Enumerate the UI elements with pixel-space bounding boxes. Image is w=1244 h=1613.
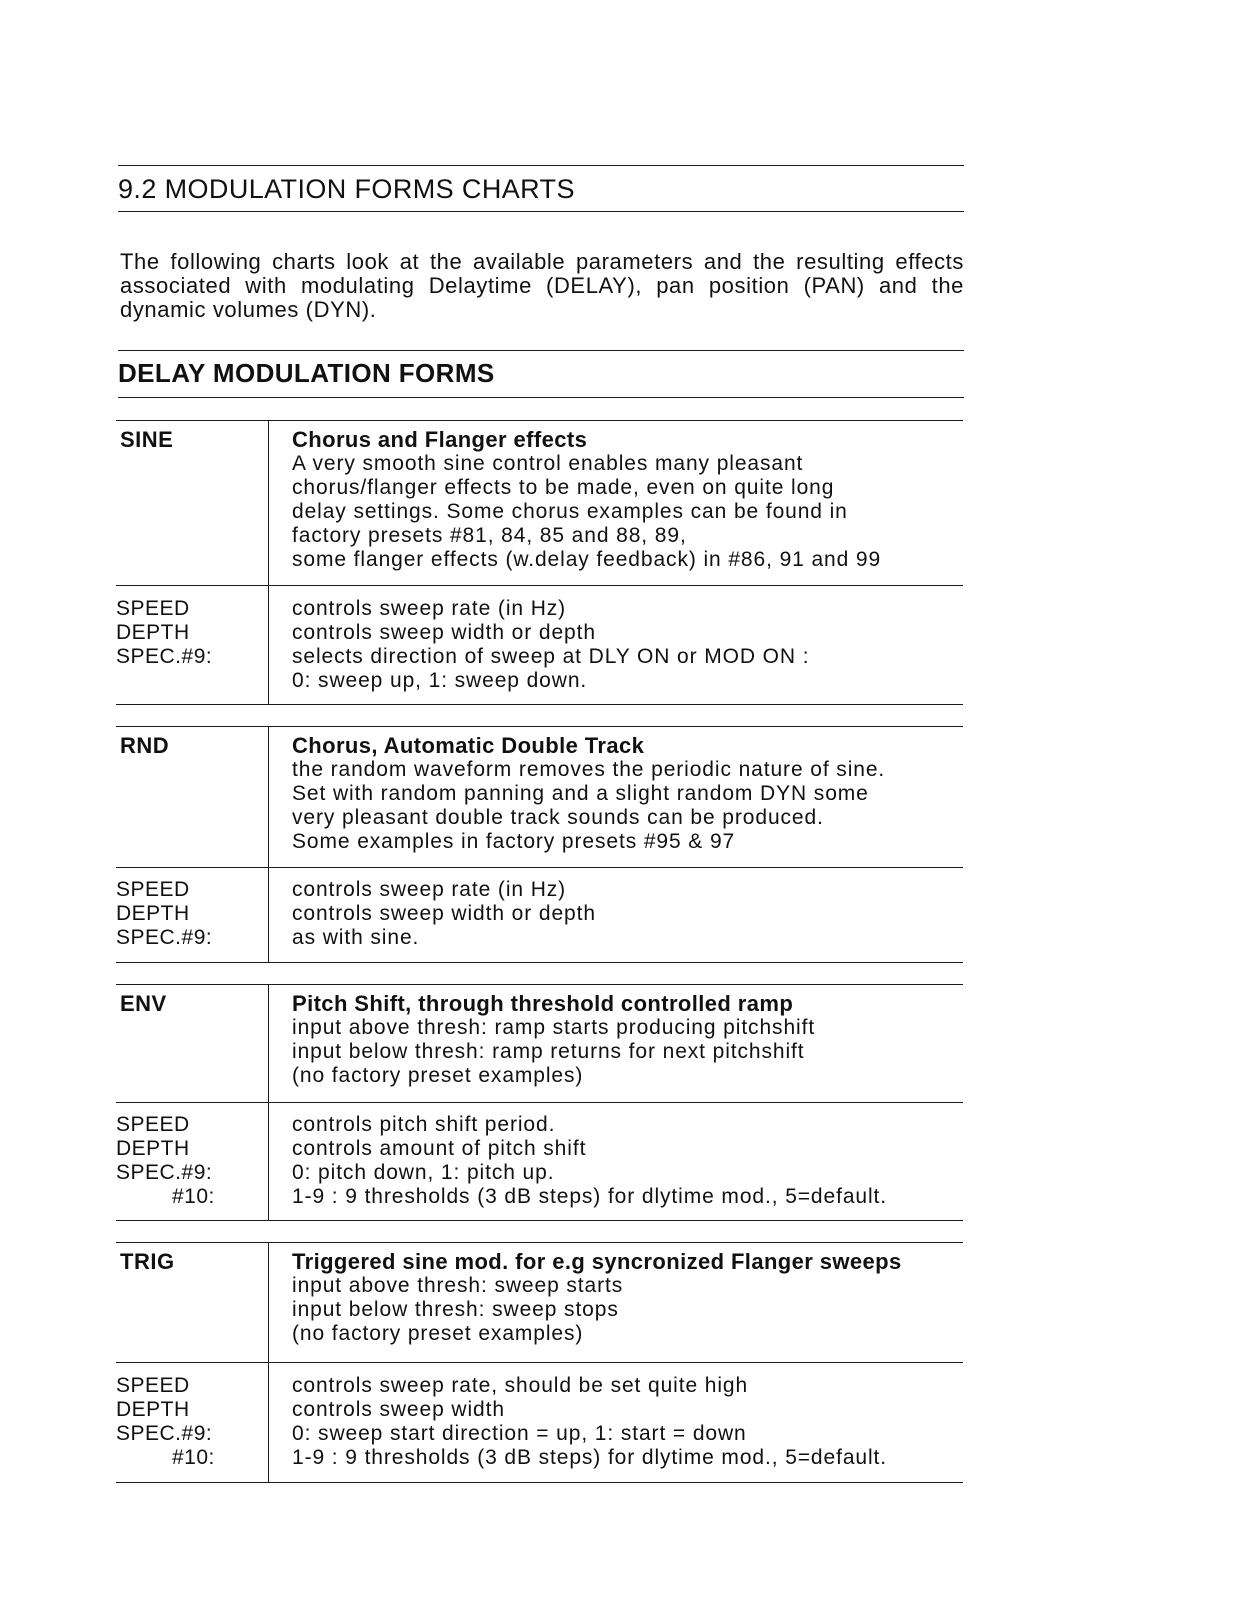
- param-name: #10:: [172, 1185, 215, 1208]
- param-line: as with sine.: [292, 926, 420, 949]
- form-line: Some examples in factory presets #95 & 97: [292, 830, 736, 853]
- param-line: 0: sweep up, 1: sweep down.: [292, 669, 588, 692]
- param-name: SPEED: [116, 597, 190, 620]
- param-name: SPEED: [116, 1113, 190, 1136]
- form-block-trig: [116, 1242, 963, 1484]
- form-line: (no factory preset examples): [292, 1322, 584, 1345]
- param-name: DEPTH: [116, 1398, 190, 1421]
- param-line: controls pitch shift period.: [292, 1113, 556, 1136]
- param-name: SPEC.#9:: [116, 645, 213, 668]
- section-bottom-rule: [118, 211, 964, 212]
- form-line: chorus/flanger effects to be made, even on quite long: [292, 476, 835, 499]
- form-line: input above thresh: ramp starts producing pitchshift: [292, 1016, 816, 1039]
- param-line: controls sweep width or depth: [292, 902, 596, 925]
- form-line: input below thresh: sweep stops: [292, 1298, 619, 1321]
- param-names: [116, 1113, 256, 1209]
- param-names: [116, 1374, 256, 1470]
- form-name: SINE: [120, 427, 174, 452]
- param-name: SPEC.#9:: [116, 1422, 213, 1445]
- subsection-top-rule: [118, 350, 964, 351]
- form-line: input below thresh: ramp returns for next pitchshift: [292, 1040, 805, 1063]
- form-line: delay settings. Some chorus examples can be found in: [292, 500, 848, 523]
- intro-paragraph: The following charts look at the available parameters and the resulting effects associated with modulating Delaytime (DELAY), pan position (PAN) and the dynamic volumes (DYN).: [120, 249, 964, 322]
- param-line: 0: pitch down, 1: pitch up.: [292, 1161, 555, 1184]
- param-line: controls sweep width: [292, 1398, 505, 1421]
- param-line: controls sweep width or depth: [292, 621, 596, 644]
- form-line: some flanger effects (w.delay feedback) in #86, 91 and 99: [292, 548, 882, 571]
- param-line: 1-9 : 9 thresholds (3 dB steps) for dlytime mod., 5=default.: [292, 1185, 888, 1208]
- form-title: Chorus and Flanger effects: [292, 427, 588, 452]
- param-name: SPEED: [116, 878, 190, 901]
- param-name: SPEC.#9:: [116, 1161, 213, 1184]
- param-descriptions: [292, 597, 992, 693]
- param-line: 0: sweep start direction = up, 1: start = down: [292, 1422, 747, 1445]
- param-name: SPEED: [116, 1374, 190, 1397]
- form-line: (no factory preset examples): [292, 1064, 584, 1087]
- subsection-bottom-rule: [118, 397, 964, 398]
- param-line: controls sweep rate (in Hz): [292, 878, 567, 901]
- param-line: controls sweep rate, should be set quite high: [292, 1374, 749, 1397]
- param-line: 1-9 : 9 thresholds (3 dB steps) for dlytime mod., 5=default.: [292, 1446, 888, 1469]
- form-block-rnd: [116, 726, 963, 964]
- param-name: #10:: [172, 1446, 215, 1469]
- form-name: RND: [120, 733, 170, 758]
- form-line: very pleasant double track sounds can be produced.: [292, 806, 824, 829]
- param-name: DEPTH: [116, 621, 190, 644]
- form-line: the random waveform removes the periodic nature of sine.: [292, 758, 886, 781]
- param-line: controls amount of pitch shift: [292, 1137, 587, 1160]
- param-line: controls sweep rate (in Hz): [292, 597, 567, 620]
- param-descriptions: [292, 1113, 992, 1209]
- form-block-env: [116, 984, 963, 1222]
- form-title: Triggered sine mod. for e.g syncronized Flanger sweeps: [292, 1249, 902, 1274]
- form-block-sine: [116, 420, 963, 706]
- param-names: [116, 878, 256, 950]
- form-line: input above thresh: sweep starts: [292, 1274, 624, 1297]
- form-description: [292, 992, 992, 1088]
- form-description: [292, 734, 992, 854]
- form-title: Pitch Shift, through threshold controlled ramp: [292, 991, 794, 1016]
- subsection-title: DELAY MODULATION FORMS: [118, 358, 495, 388]
- param-descriptions: [292, 878, 992, 950]
- param-name: SPEC.#9:: [116, 926, 213, 949]
- form-line: factory presets #81, 84, 85 and 88, 89,: [292, 524, 687, 547]
- param-descriptions: [292, 1374, 992, 1470]
- form-name: TRIG: [120, 1249, 175, 1274]
- param-line: selects direction of sweep at DLY ON or MOD ON :: [292, 645, 810, 668]
- form-description: [292, 1250, 992, 1346]
- section-title: 9.2 MODULATION FORMS CHARTS: [118, 174, 575, 204]
- form-description: [292, 428, 992, 572]
- form-name: ENV: [120, 991, 167, 1016]
- section-top-rule: [118, 165, 964, 166]
- form-line: A very smooth sine control enables many pleasant: [292, 452, 804, 475]
- param-name: DEPTH: [116, 902, 190, 925]
- param-name: DEPTH: [116, 1137, 190, 1160]
- form-title: Chorus, Automatic Double Track: [292, 733, 645, 758]
- form-line: Set with random panning and a slight random DYN some: [292, 782, 869, 805]
- param-names: [116, 597, 256, 669]
